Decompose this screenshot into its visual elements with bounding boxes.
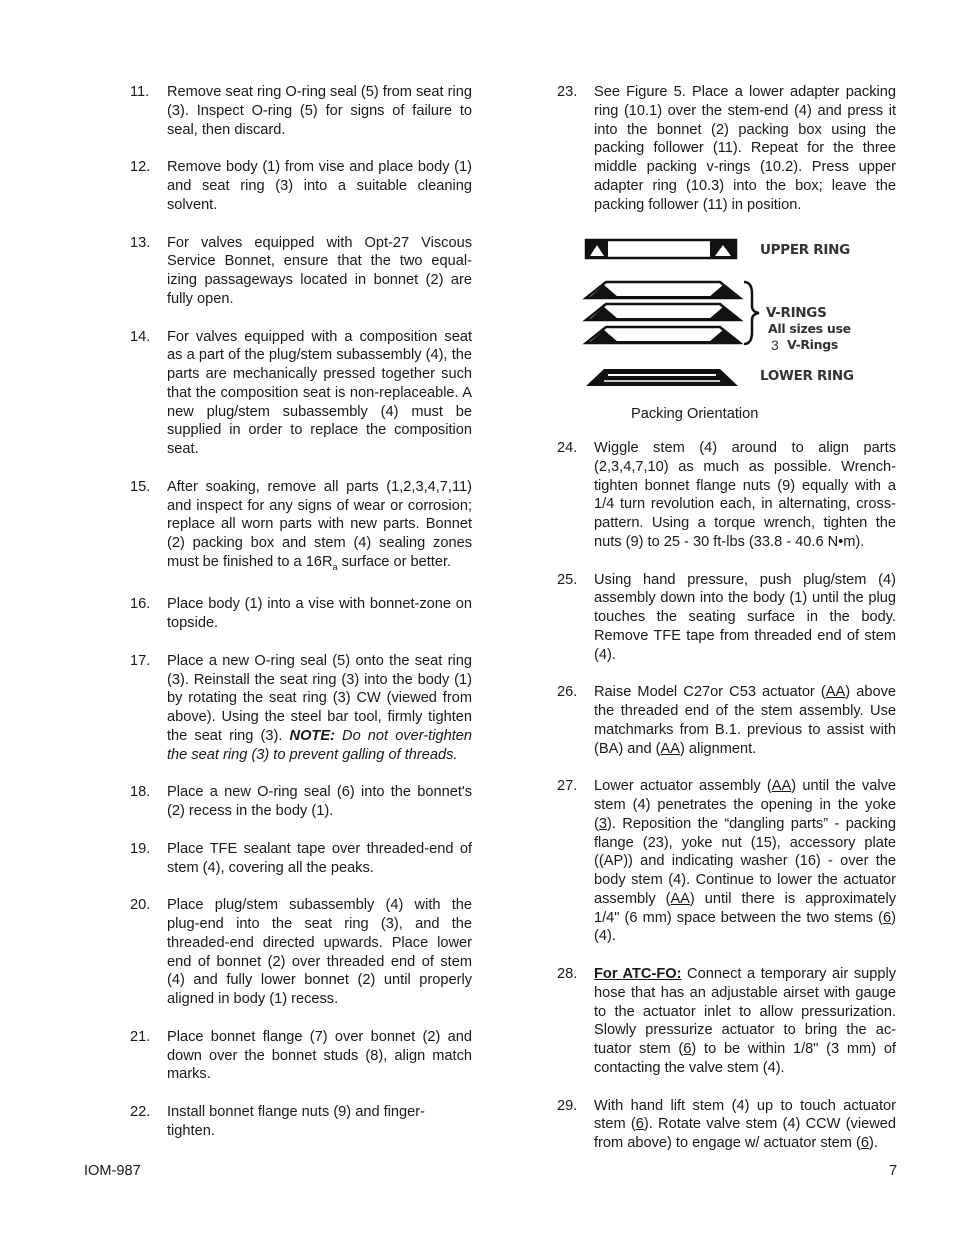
step-27 — [557, 777, 896, 946]
step-number: 26. — [557, 684, 578, 701]
step-number: 23. — [557, 84, 578, 100]
step-number: 22. — [130, 1104, 151, 1121]
v-ring-shape-1 — [586, 282, 740, 298]
v-ring-shape-2 — [586, 304, 740, 320]
step-18 — [130, 783, 472, 821]
step-text: Place TFE sealant tape over threaded-end of stem (4), covering all the peaks. — [167, 840, 472, 876]
step-29 — [557, 1097, 896, 1153]
ring-count-number: 3 — [771, 337, 779, 353]
step-number: 16. — [130, 596, 151, 613]
step-number: 25. — [557, 571, 578, 588]
step-text: Place bonnet flange (7) over bonnet (2) and down over the bonnet studs (8), align match marks. — [167, 1028, 472, 1083]
step-text: Wiggle stem (4) around to align parts (2,3,4,7,10) as much as possible. Wrench-tighten bonnet flange nuts (9) equally with a 1/4 turn revolution each, in alternating, cross-pattern. Using a torque wrench, tighten the nuts (9) to 25 - 30 ft-lbs (33.8 - 40.6 N•m). — [594, 440, 896, 550]
step-28 — [557, 965, 896, 1078]
step-text: Lower actuator assembly (AA) until the valve stem (4) penetrates the opening in the yoke (3). Reposition the “dangling parts” - packing flange (23), yoke nut (15), accessory plate ((AP)) and indicating washer (16) - over the body stem (4). Continue to lower the actuator assembly (AA) until there is approximately 1/4" (6 mm) space between the two stems (6) (4). — [594, 778, 896, 945]
step-number: 29. — [557, 1097, 578, 1114]
figure-caption: Packing Orientation — [631, 406, 759, 422]
step-number: 21. — [130, 1028, 151, 1045]
step-number: 18. — [130, 784, 151, 801]
step-number: 17. — [130, 652, 151, 669]
step-24 — [557, 439, 896, 552]
step-text: See Figure 5. Place a lower adapter packing ring (10.1) over the stem-end (4) and press it into the bonnet (2) packing box using the packing follower (11). Repeat for the three middle packing v-rings (10.2). Press upper adapter ring (10.3) into the box; leave the packing follower (11) in position. — [594, 84, 896, 213]
step-text: For valves equipped with a composition seat as a part of the plug/stem subassembly (4), the parts are mechanically pressed together such that the composition seat is non-replaceable. A new plug/stem subassembly (4) must be supplied in order to replace the composition seat. — [167, 328, 472, 457]
step-number: 24. — [557, 440, 578, 456]
right-column-top — [557, 83, 896, 214]
step-text: Raise Model C27or C53 actuator (AA) above the threaded end of the stem assembly. Use matchmarks from B.1. previous to assist with (BA) and (AA) alignment. — [594, 684, 896, 757]
step-text: Place plug/stem subassembly (4) with the plug-end into the seat ring (3), and the threaded-end directed upwards. Place lower end of bonnet (2) over threaded end of stem (4) and fully lower bonnet (2) until properly aligned in body (1) recess. — [167, 897, 472, 1008]
document-id: IOM-987 — [84, 1163, 141, 1179]
step-11 — [130, 83, 472, 139]
lower-ring-shape — [586, 369, 738, 386]
packing-orientation-figure — [582, 236, 872, 396]
atc-fo-label: For ATC-FO: — [594, 966, 682, 982]
step-text: Place body (1) into a vise with bonnet-zone on topside. — [167, 596, 472, 632]
step-number: 15. — [130, 478, 151, 495]
step-25 — [557, 571, 896, 665]
v-rings-label: V-RINGS — [766, 305, 827, 321]
step-text: Using hand pressure, push plug/stem (4) assembly down into the body (1) until the plug touches the seating surface in the body. Remove TFE tape from threaded end of stem (4). — [594, 571, 896, 663]
step-text: Install bonnet flange nuts (9) and finger-tighten. — [167, 1104, 425, 1139]
step-text: Remove seat ring O-ring seal (5) from seat ring (3). Inspect O-ring (5) for signs of failure to seal, then discard. — [167, 84, 472, 138]
step-12 — [130, 158, 472, 214]
bracket-shape — [744, 282, 759, 344]
upper-ring-label: UPPER RING — [760, 242, 850, 258]
step-number: 20. — [130, 897, 151, 914]
step-text: Place a new O-ring seal (6) into the bonnet's (2) recess in the body (1). — [167, 784, 472, 820]
step-number: 13. — [130, 234, 151, 251]
step-number: 14. — [130, 328, 151, 345]
page-number: 7 — [889, 1163, 898, 1179]
lower-ring-label: LOWER RING — [760, 368, 854, 384]
left-column — [130, 83, 472, 1141]
step-text: For ATC-FO: Connect a temporary air supply hose that has an adjustable airset with gauge to the actuator inlet to allow pressurization. Slowly pressurize actuator to bring the ac-tuator stem (6) to be within 1/8" (3 mm) of contacting the valve stem (4). — [594, 966, 897, 1076]
step-13 — [130, 234, 472, 309]
note-label: NOTE: — [289, 727, 335, 744]
step-22 — [130, 1103, 472, 1141]
step-number: 19. — [130, 840, 151, 857]
step-text: For valves equipped with Opt-27 Viscous Service Bonnet, ensure that the two equal-izing passageways located in bonnet (2) are fully open. — [167, 234, 472, 307]
all-sizes-label: All sizes use — [768, 321, 851, 336]
step-26 — [557, 683, 896, 758]
step-21 — [130, 1028, 472, 1084]
step-number: 12. — [130, 159, 151, 176]
step-number: 27. — [557, 778, 578, 795]
step-20 — [130, 896, 472, 1009]
step-text: Remove body (1) from vise and place body (1) and seat ring (3) into a suitable cleaning solvent. — [167, 159, 472, 213]
step-text: With hand lift stem (4) up to touch actuator stem (6). Rotate valve stem (4) CCW (viewed from above) to engage w/ actuator stem (6). — [594, 1097, 896, 1151]
step-23 — [557, 83, 896, 214]
step-17 — [130, 652, 472, 765]
step-19 — [130, 840, 472, 878]
step-15 — [130, 478, 472, 577]
upper-ring-shape — [586, 240, 736, 258]
v-ring-shape-3 — [586, 327, 740, 343]
step-number: 11. — [130, 84, 150, 100]
step-number: 28. — [557, 966, 578, 982]
right-column-bottom — [557, 439, 896, 1153]
step-16 — [130, 595, 472, 633]
step-text: After soaking, remove all parts (1,2,3,4,7,11) and inspect for any signs of wear or corrosion; replace all worn parts with new parts. Bonnet (2) packing box and stem (4) sealing zones must be finished to a $16R_a$ surface or better. — [167, 478, 472, 572]
step-14 — [130, 328, 472, 459]
ring-count-label: V-Rings — [787, 337, 839, 352]
step-text: Place a new O-ring seal (5) onto the seat ring (3). Reinstall the seat ring (3) into the body (1) by rotating the seat ring (3) CW (viewed from above). Using the steel bar tool, firmly tighten the seat ring (3). NOTE: Do not over-tighten the seat ring (3) to prevent galling of threads. — [167, 652, 472, 763]
note-text: Do not over-tighten the seat ring (3) to prevent galling of threads. — [167, 727, 472, 763]
